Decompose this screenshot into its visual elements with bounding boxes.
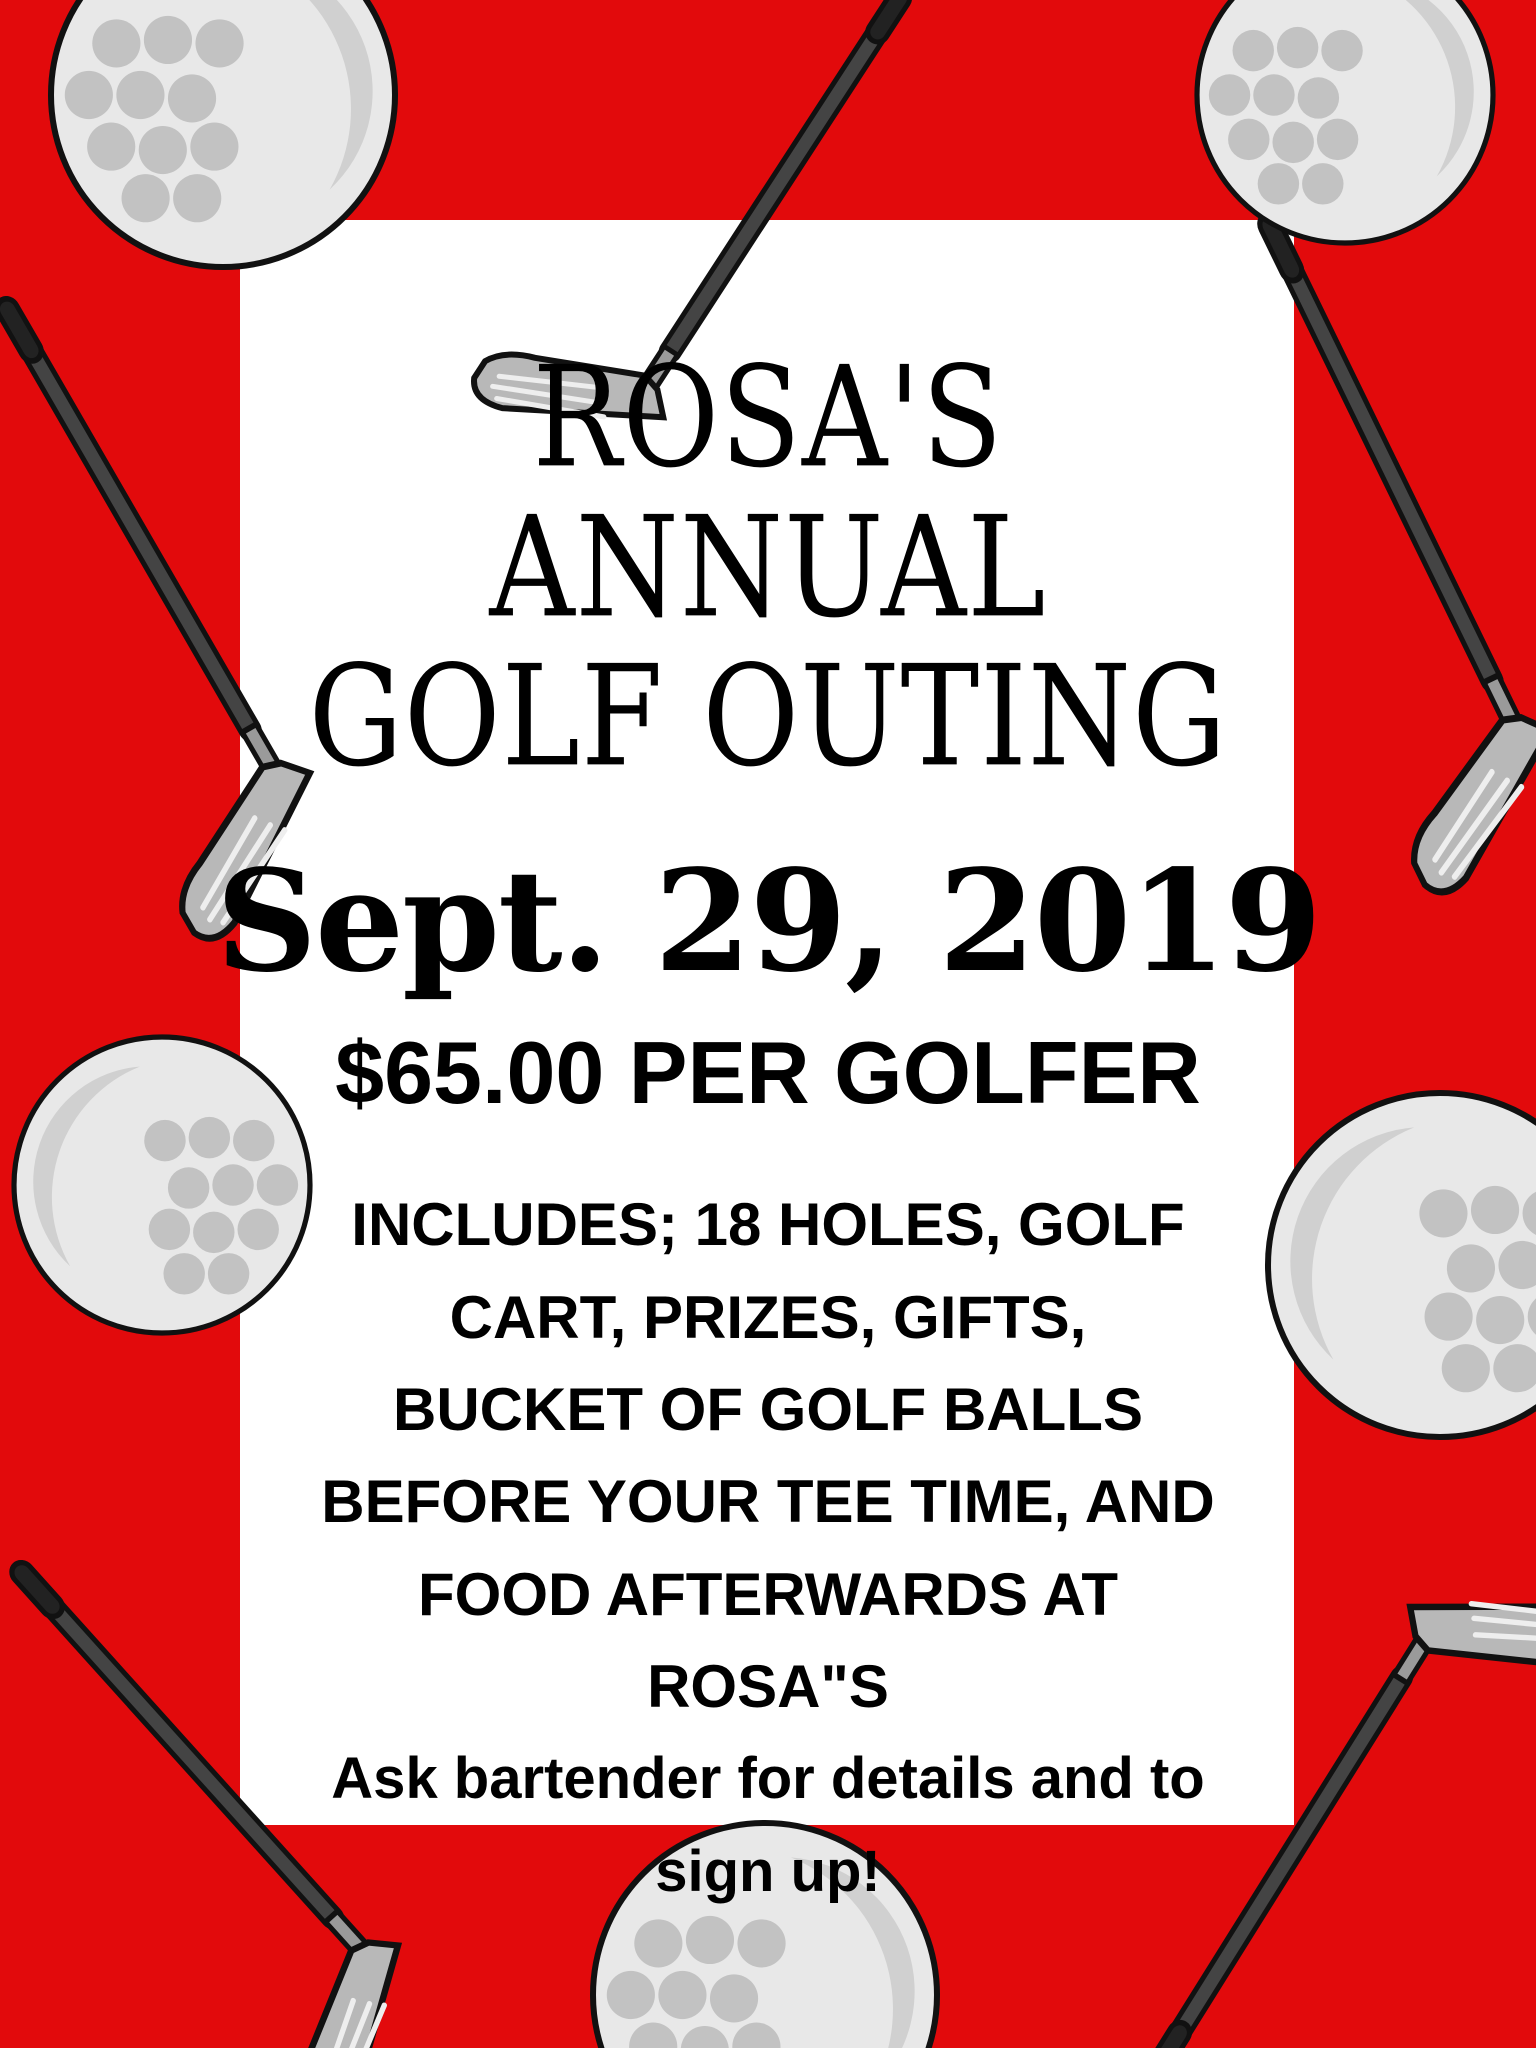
includes-line-2: CART, PRIZES, GIFTS, (449, 1284, 1087, 1351)
price-per-golfer: $65.00 PER GOLFER (335, 1023, 1201, 1122)
event-date: Sept. 29, 2019 (215, 840, 1321, 1004)
title-line-3: GOLF OUTING (308, 634, 1228, 798)
includes-line-4: BEFORE YOUR TEE TIME, AND (321, 1468, 1215, 1535)
title-line-1: ROSA'S (532, 335, 1004, 499)
includes-line-6: ROSA"S (647, 1653, 889, 1720)
signup-line-1: Ask bartender for details and to (331, 1746, 1205, 1811)
golf-ball-icon (51, 0, 395, 267)
title-line-2: ANNUAL (489, 485, 1047, 649)
golf-ball-icon (1197, 0, 1493, 243)
signup-line-2: sign up! (655, 1839, 881, 1904)
includes-line-3: BUCKET OF GOLF BALLS (393, 1376, 1143, 1443)
includes-line-1: INCLUDES; 18 HOLES, GOLF (351, 1191, 1185, 1258)
includes-line-5: FOOD AFTERWARDS AT (418, 1561, 1118, 1628)
